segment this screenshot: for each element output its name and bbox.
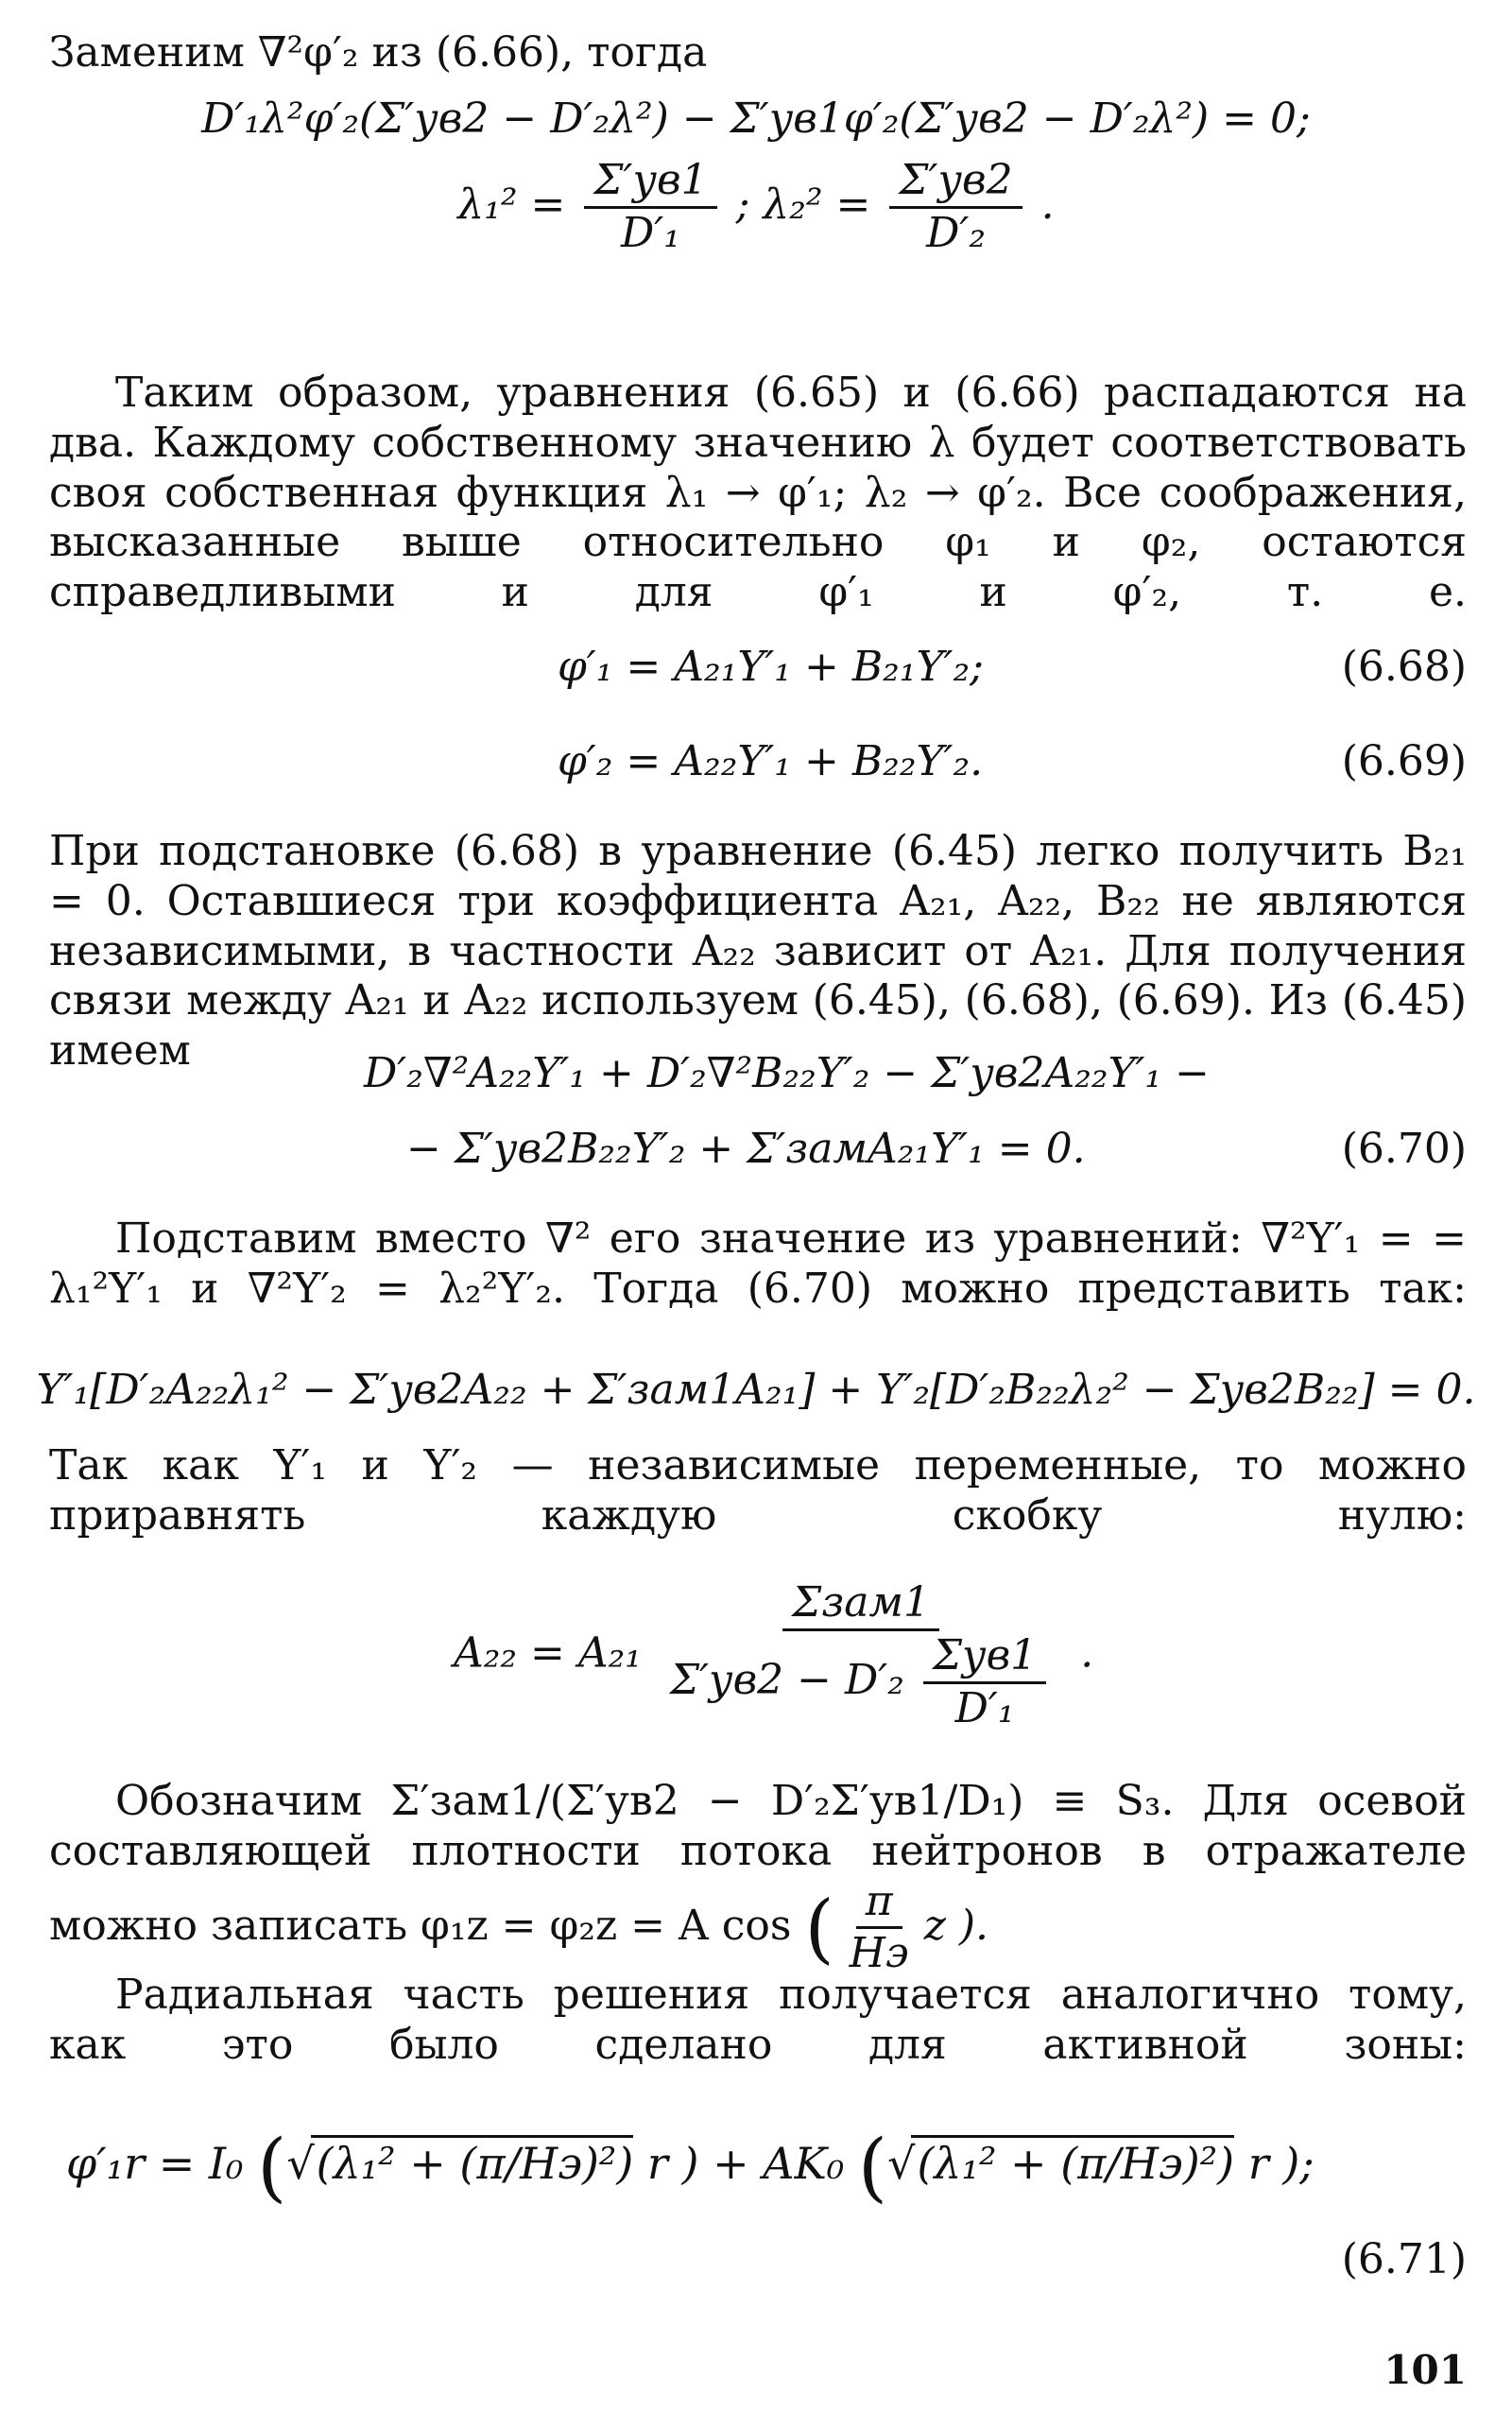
A22-inner-denominator: D′₁ xyxy=(954,1683,1015,1732)
paragraph-eigenfunctions xyxy=(49,369,1467,618)
axial-end: z ). xyxy=(923,1901,989,1950)
equation-6-70-line1: D′₂∇²A₂₂Y′₁ + D′₂∇²B₂₂Y′₂ − Σ′ув2A₂₂Y′₁ − xyxy=(364,1049,1211,1097)
page-number: 101 xyxy=(1383,2347,1467,2393)
axial-pi: π xyxy=(856,1877,902,1930)
lambda2-numerator: Σ′ув2 xyxy=(889,156,1022,209)
A22-period: . xyxy=(1080,1628,1094,1678)
paragraph-substitution-text: Подставим вместо ∇² его значение из уравнений: ∇²Y′₁ = = λ₁²Y′₁ и ∇²Y′₂ = λ₂²Y′₂. Тогда (6.70) можно представить так: xyxy=(49,1214,1467,1313)
equation-brackets: Y′₁[D′₂A₂₂λ₁² − Σ′ув2A₂₂ + Σ′зам1A₂₁] + Y′₂[D′₂B₂₂λ₂² − Σув2B₂₂] = 0. xyxy=(36,1366,1476,1414)
text-line-intro: Заменим ∇²φ′₂ из (6.66), тогда xyxy=(49,28,708,77)
eq71-end: r ); xyxy=(1247,2138,1314,2189)
lambda1-denominator: D′₁ xyxy=(621,208,680,257)
equation-number-6-69: (6.69) xyxy=(1341,737,1467,785)
A22-inner-numerator: Σув1 xyxy=(923,1631,1046,1684)
lambda2-lhs: ; λ₂² = xyxy=(735,180,871,229)
equation-6-69: φ′₂ = A₂₂Y′₁ + B₂₂Y′₂. xyxy=(558,737,984,785)
A22-denominator xyxy=(661,1631,1061,1734)
lambda2-denominator: D′₂ xyxy=(926,208,986,257)
axial-pi-fraction xyxy=(840,1877,919,1980)
equation-6-71: φ′₁r = I₀ (√(λ₁² + (π/Hэ)²) r ) + AK₀ (√(λ₁² + (π/Hэ)²) r ); xyxy=(66,2123,1314,2211)
equation-number-6-70: (6.70) xyxy=(1341,1125,1467,1173)
eq71-middle: r ) + AK₀ xyxy=(646,2138,845,2189)
lambda1-fraction xyxy=(584,156,716,259)
equation-number-6-68: (6.68) xyxy=(1341,643,1467,691)
lambda1-lhs: λ₁² = xyxy=(457,180,566,229)
lambda1-numerator: Σ′ув1 xyxy=(584,156,716,209)
paragraph-coefficients: При подстановке (6.68) в уравнение (6.45) легко получить B₂₁ = 0. Оставшиеся три коэффициента A₂₁, A₂₂, B₂₂ не являются независимыми, в частности A₂₂ зависит от A₂₁. Для получения связи между A₂₁ и A₂₂ используем (6.45), (6.68), (6.69). Из (6.45) имеем xyxy=(49,827,1467,1076)
paragraph-radial-text: Радиальная часть решения получается аналогично тому, как это было сделано для активной зоны: xyxy=(49,1971,1467,2069)
eq71-root-2: (λ₁² + (π/Hэ)²) xyxy=(911,2135,1234,2190)
equation-A22 xyxy=(454,1578,1093,1733)
equation-6-68: φ′₁ = A₂₁Y′₁ + B₂₁Y′₂; xyxy=(558,643,984,691)
equation-number-6-71: (6.71) xyxy=(1341,2235,1467,2283)
paragraph-axial-text: Обозначим Σ′зам1/(Σ′ув2 − D′₂Σ′ув1/D₁) ≡ S₃. Для осевой составляющей плотности потока нейтронов в отражателе можно записать φ₁z = φ₂z = A cos xyxy=(49,1777,1467,1950)
equation-lambda-values xyxy=(0,156,1512,259)
A22-lhs: A₂₂ = A₂₁ xyxy=(454,1628,642,1678)
A22-denominator-text: Σ′ув2 − D′₂ xyxy=(669,1655,904,1704)
equation-6-70-line2: − Σ′ув2B₂₂Y′₂ + Σ′замA₂₁Y′₁ = 0. xyxy=(406,1125,1086,1173)
paragraph-radial xyxy=(49,1971,1467,2071)
lambda2-period: . xyxy=(1040,180,1055,229)
lambda2-fraction xyxy=(889,156,1022,259)
A22-numerator: Σзам1 xyxy=(782,1578,939,1631)
paragraph-axial-component: Обозначим Σ′зам1/(Σ′ув2 − D′₂Σ′ув1/D₁) ≡ S₃. Для осевой составляющей плотности потока нейтронов в отражателе можно записать φ₁z = φ₂z = A cos ( $\frac{\pi}{Hэ}$ z ). xyxy=(49,1777,1467,1978)
equation-eigen-condition: D′₁λ²φ′₂(Σ′ув2 − D′₂λ²) − Σ′ув1φ′₂(Σ′ув2 − D′₂λ²) = 0; xyxy=(201,95,1311,143)
eq71-root-1: (λ₁² + (π/Hэ)²) xyxy=(311,2135,634,2190)
paragraph-eigenfunctions-text: Таким образом, уравнения (6.65) и (6.66) распадаются на два. Каждому собственному значению λ будет соответствовать своя собственная функция λ₁ → φ′₁; λ₂ → φ′₂. Все соображения, высказанные выше относительно φ₁ и φ₂, остаются справедливыми и для φ′₁ и φ′₂, т. е. xyxy=(49,369,1467,617)
A22-fraction xyxy=(661,1578,1061,1733)
eq71-lhs: φ′₁r = I₀ xyxy=(66,2138,244,2189)
paragraph-substitution xyxy=(49,1214,1467,1315)
axial-H: Hэ xyxy=(849,1929,909,1978)
paragraph-independent-vars: Так как Y′₁ и Y′₂ — независимые переменные, то можно приравнять каждую скобку нулю: xyxy=(49,1441,1467,1540)
A22-inner-fraction xyxy=(923,1631,1046,1734)
